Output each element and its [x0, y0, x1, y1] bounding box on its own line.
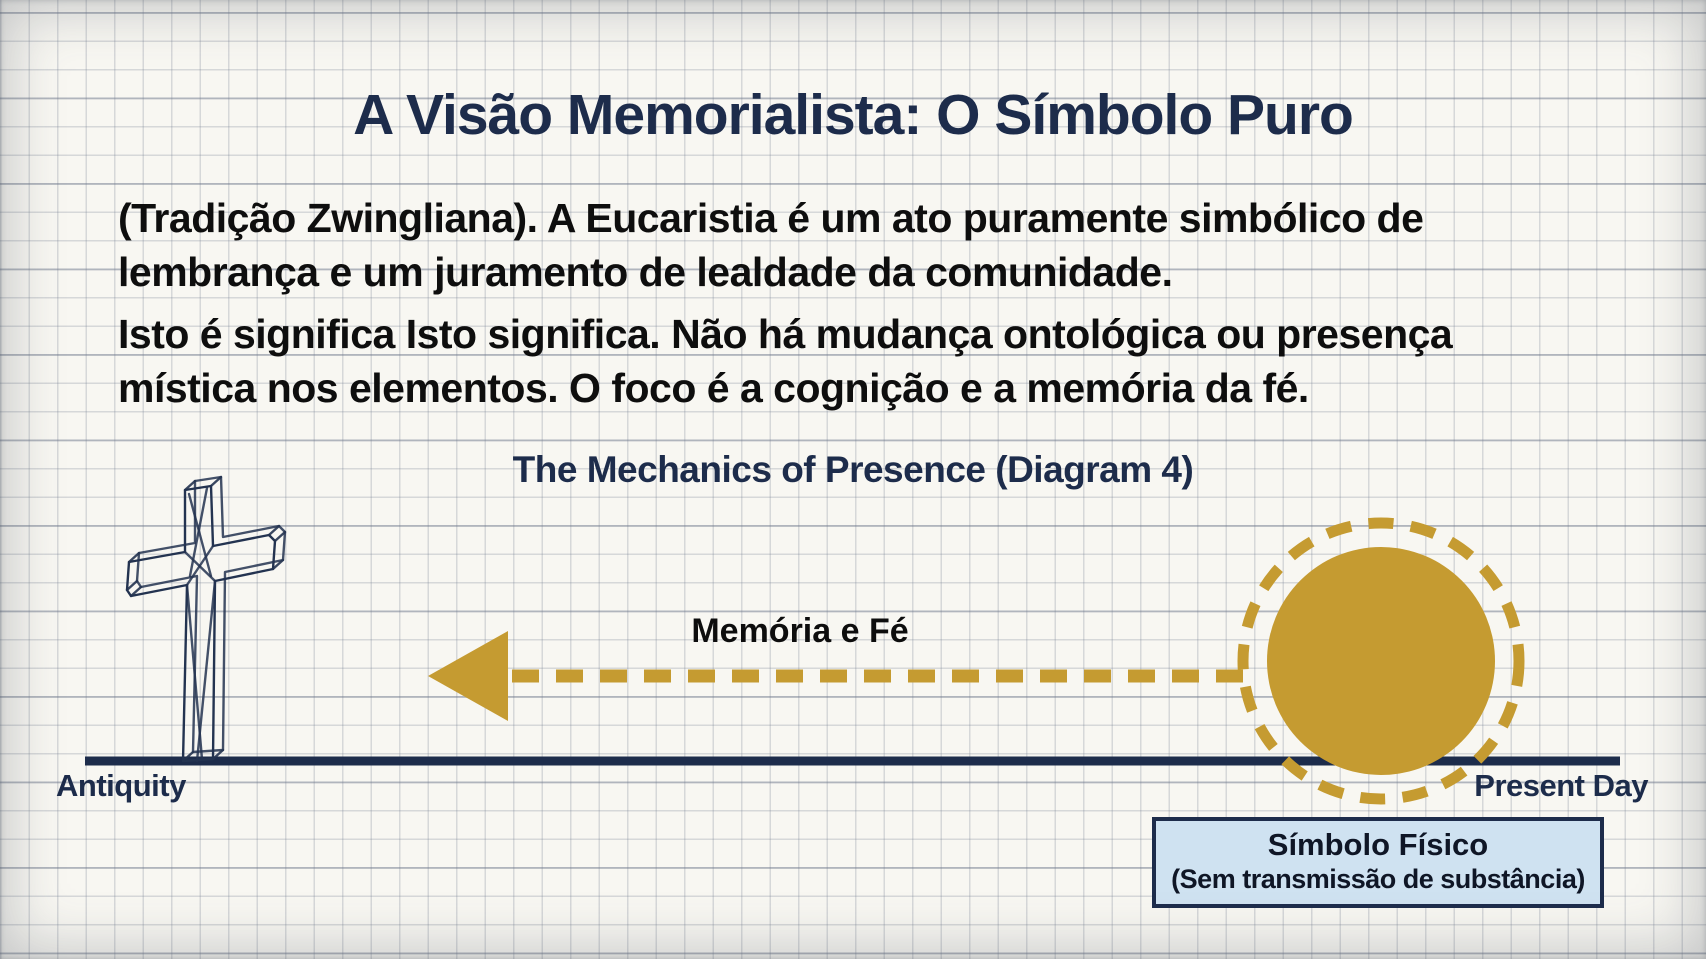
arrow-label: Memória e Fé — [691, 612, 909, 650]
diagram-subtitle: The Mechanics of Presence (Diagram 4) — [512, 448, 1194, 490]
paragraph-line: lembrança e um juramento de lealdade da comunidade. — [118, 249, 1173, 295]
paragraph-line: (Tradição Zwingliana). A Eucaristia é um ato puramente simbólico de — [118, 195, 1424, 241]
symbol-box — [1152, 817, 1604, 908]
symbol-box-subtitle: (Sem transmissão de substância) — [1171, 864, 1585, 894]
timeline-start-label: Antiquity — [56, 768, 186, 803]
paragraph-meaning — [118, 307, 1598, 415]
paragraph-tradition — [118, 191, 1598, 299]
page-title: A Visão Memorialista: O Símbolo Puro — [353, 83, 1353, 148]
cross-icon — [127, 477, 285, 761]
paragraph-line: mística nos elementos. O foco é a cognição e a memória da fé. — [118, 365, 1309, 411]
timeline-end-label: Present Day — [1474, 768, 1648, 803]
symbol-box-title: Símbolo Físico — [1267, 827, 1489, 862]
paragraph-line: Isto é significa Isto significa. Não há mudança ontológica ou presença — [118, 311, 1453, 357]
